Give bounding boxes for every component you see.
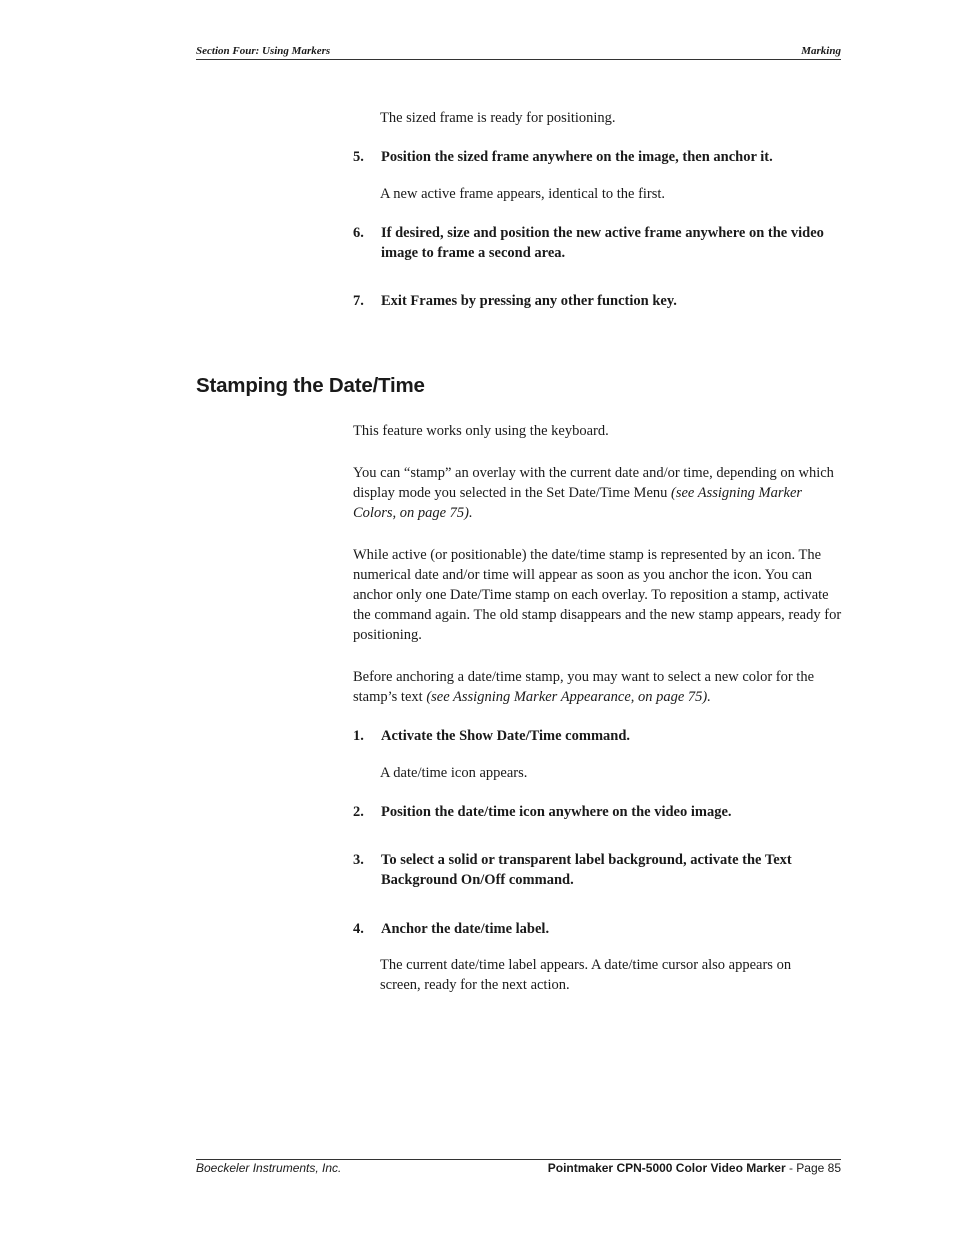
footer-product-page (548, 1161, 841, 1175)
step-text: Position the sized frame anywhere on the image, then anchor it. (381, 149, 773, 165)
step-3 (353, 850, 843, 890)
step-number: 7. (353, 293, 364, 309)
step-number: 4. (353, 921, 364, 937)
running-footer (196, 1159, 841, 1180)
step-4 (353, 919, 843, 939)
section-title: Stamping the Date/Time (196, 374, 425, 397)
step-text: Activate the Show Date/Time command. (381, 728, 631, 744)
step-text: To select a solid or transparent label background, activate the Text Background On/Off command. (381, 852, 792, 888)
step-text: Exit Frames by pressing any other function key. (381, 293, 677, 309)
step-text: If desired, size and position the new active frame anywhere on the video image to frame a second area. (381, 225, 824, 261)
frame-ready-text: The sized frame is ready for positioning. (380, 110, 616, 126)
step-5 (353, 147, 843, 167)
header-section: Section Four: Using Markers (196, 45, 331, 57)
step-number: 2. (353, 804, 364, 820)
step-5-result: A new active frame appears, identical to the first. (380, 186, 666, 202)
step-7 (353, 291, 843, 311)
paragraph-text: You can “stamp” an overlay with the current date and/or time, depending on which display mode you selected in the Set Date/Time Menu (353, 465, 834, 501)
header-topic: Marking (801, 45, 841, 57)
stamp-behavior-paragraph: While active (or positionable) the date/time stamp is represented by an icon. The numerical date and/or time will appear as soon as you anchor the icon. You can anchor only one Date/Time stamp on each overlay. To reposition a stamp, activate the command again. The old stamp disappears and the new stamp appears, ready for positioning. (353, 547, 842, 643)
step-text: Position the date/time icon anywhere on the video image. (381, 804, 732, 820)
stamp-intro-paragraph (353, 463, 843, 523)
paragraph-text: Before anchoring a date/time stamp, you may want to select a new color for the stamp’s text (353, 669, 815, 705)
step-number: 5. (353, 149, 364, 165)
step-1-result: A date/time icon appears. (380, 765, 528, 781)
step-1 (353, 726, 843, 746)
cross-reference: (see Assigning Marker Appearance, on page 75). (426, 689, 711, 705)
footer-product: Pointmaker CPN-5000 Color Video Marker (547, 1161, 786, 1175)
cross-reference: (see Assigning Marker Colors, on page 75). (353, 485, 803, 521)
step-number: 3. (353, 852, 364, 868)
step-text: Anchor the date/time label. (381, 921, 550, 937)
step-4-result: The current date/time label appears. A date/time cursor also appears on screen, ready for the next action. (380, 957, 792, 993)
footer-company: Boeckeler Instruments, Inc. (196, 1161, 342, 1175)
footer-page-number: - Page 85 (785, 1161, 841, 1175)
color-note-paragraph (353, 667, 833, 707)
keyboard-note: This feature works only using the keyboard. (353, 423, 609, 439)
step-number: 1. (353, 728, 364, 744)
step-6 (353, 223, 843, 263)
step-number: 6. (353, 225, 364, 241)
running-header (196, 44, 841, 60)
step-2 (353, 802, 843, 822)
